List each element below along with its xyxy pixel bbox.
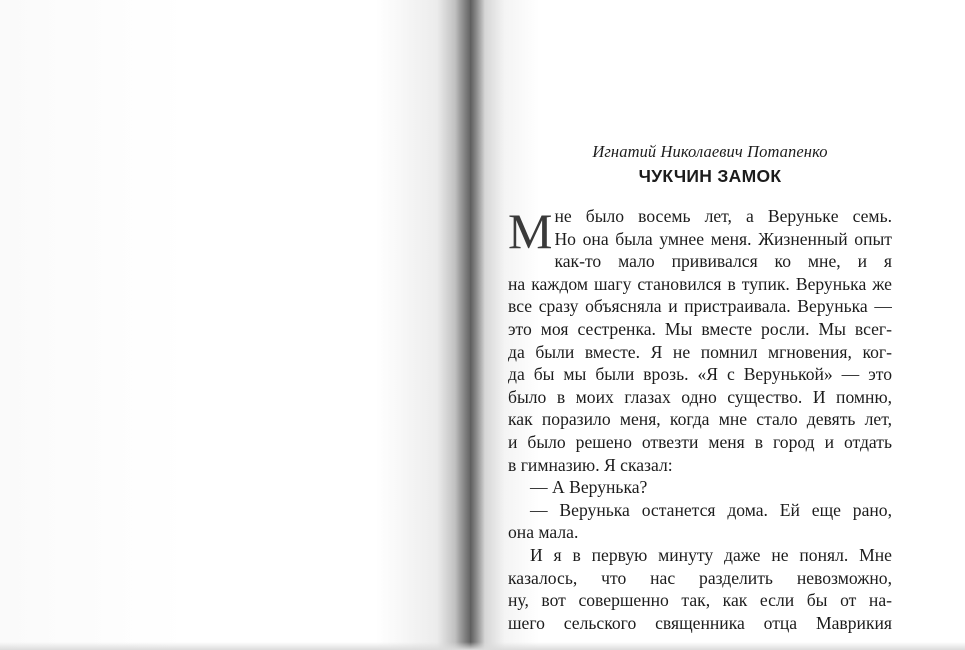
page-bottom-edge bbox=[0, 642, 965, 650]
text-line: да были вместе. Я не помнил мгновения, ког- bbox=[508, 341, 892, 362]
dialogue-line: — Верунька останется дома. Ей еще рано, bbox=[530, 499, 892, 520]
left-page-blank bbox=[0, 0, 470, 650]
text-line: в гимназию. Я сказал: bbox=[508, 454, 673, 475]
story-title: ЧУКЧИН ЗАМОК bbox=[638, 166, 782, 186]
text-line: это моя сестренка. Мы вместе росли. Мы всег- bbox=[508, 318, 892, 339]
text-line: как поразило меня, когда мне стало девять лет, bbox=[508, 409, 892, 430]
text-line: и было решено отвезти меня в город и отдать bbox=[508, 431, 892, 452]
text-line: на каждом шагу становился в тупик. Верунька же bbox=[508, 273, 892, 294]
dialogue-line: — А Верунька? bbox=[530, 477, 648, 498]
text-line: да бы мы были врозь. «Я с Верунькой» — это bbox=[508, 364, 892, 385]
text-line: все сразу объясняла и пристраивала. Верунька — bbox=[508, 296, 892, 317]
text-line: ну, вот совершенно так, как если бы от на- bbox=[508, 590, 892, 611]
author-name: Игнатий Николаевич Потапенко bbox=[592, 142, 828, 161]
text-line: она мала. bbox=[508, 522, 579, 543]
text-line: казалось, что нас разделить невозможно, bbox=[508, 567, 892, 588]
text-line: Но она была умнее меня. Жизненный опыт bbox=[554, 228, 892, 249]
story-body bbox=[508, 205, 892, 634]
text-line: как-то мало прививался ко мне, и я bbox=[554, 251, 892, 272]
text-line: было в моих глазах одно существо. И помню, bbox=[508, 386, 892, 407]
text-line: шего сельского священника отца Маврикия bbox=[508, 612, 892, 633]
paragraph-start-line: И я в первую минуту даже не понял. Мне bbox=[530, 544, 892, 565]
text-line: не было восемь лет, а Верунькe семь. bbox=[554, 206, 892, 226]
opening-paragraph bbox=[508, 205, 892, 476]
drop-cap: М bbox=[508, 203, 553, 259]
